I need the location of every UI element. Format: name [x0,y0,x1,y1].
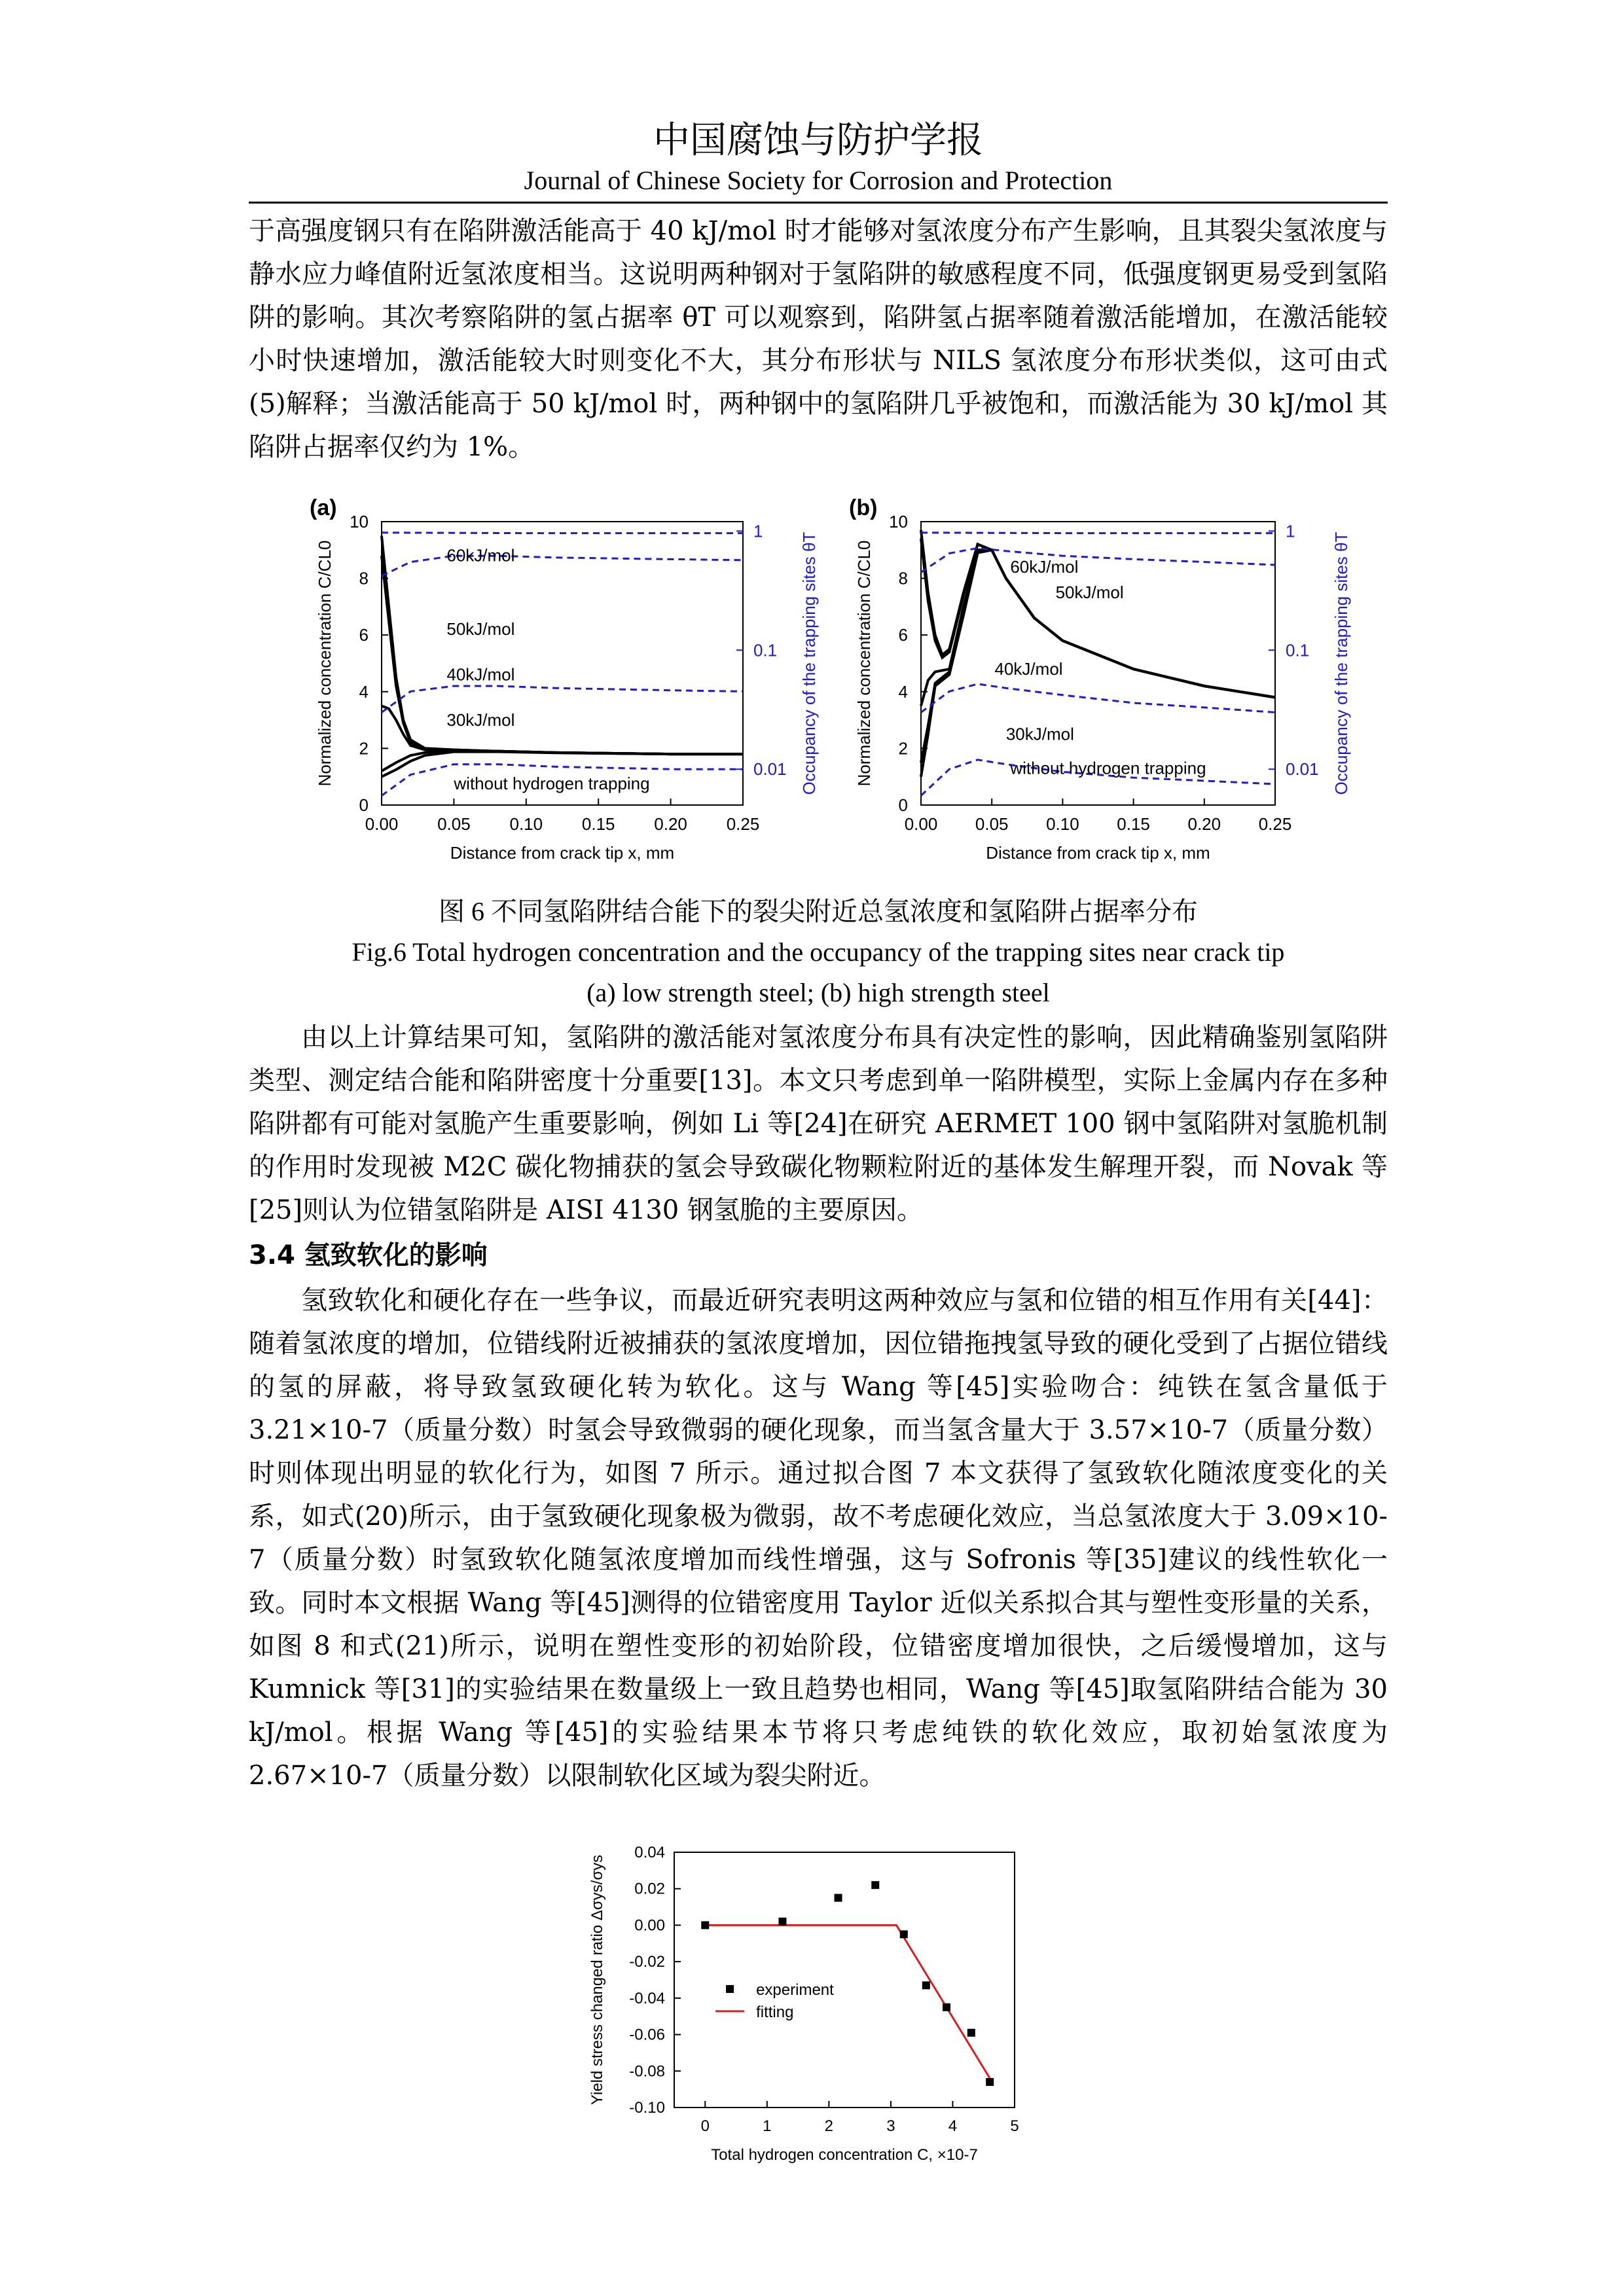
x-axis-label: Distance from crack tip x, mm [450,843,675,863]
panel-label: (a) [310,495,337,520]
annotation-label: 30kJ/mol [1005,724,1074,744]
y-tick-label: -0.08 [629,2062,665,2081]
x-tick-label: 3 [886,2117,895,2135]
plot-frame [382,522,743,805]
x-tick-label: 0.25 [1258,814,1292,834]
experiment-point [967,2029,975,2037]
legend-experiment-label: experiment [756,1981,834,1999]
paragraph-1: 于高强度钢只有在陷阱激活能高于 40 kJ/mol 时才能够对氢浓度分布产生影响，且其裂尖氢浓度与静水应力峰值附近氢浓度相当。这说明两种钢对于氢陷阱的敏感程度不同，低强度钢更易受到氢陷阱的影响。其次考察陷阱的氢占据率 θT 可以观察到，陷阱氢占据率随着激活能增加，在激活能较小时快速增加，激活能较大时则变化不大，其分布形状与 NILS 氢浓度分布形状类似，这可由式(5)解释；当激活能高于 50 kJ/mol 时，两种钢中的氢陷阱几乎被饱和，而激活能为 30 kJ/mol 其陷阱占据率仅约为 1%。 [249,216,1388,462]
x-tick-label: 0 [700,2117,710,2135]
x-axis-label: Distance from crack tip x, mm [986,843,1210,863]
figure-6-caption-en: Fig.6 Total hydrogen concentration and the occupancy of the trapping sites near crack tip [352,937,1285,967]
annotation-label: 50kJ/mol [446,619,515,639]
y-axis-label: Normalized concentration C/CL0 [854,540,874,787]
y-tick-label: 6 [359,625,369,645]
y-tick-label: 2 [898,738,908,759]
figure-6 [0,491,1624,884]
figure-6a [310,495,819,863]
annotation-label: 50kJ/mol [1055,582,1124,602]
series-line [382,556,743,754]
y-tick-label: 4 [898,681,908,702]
journal-title-en: Journal of Chinese Society for Corrosion and Protection [524,166,1113,195]
experiment-point [701,1921,709,1929]
figure-7-chart [588,1844,1019,2164]
series-line [382,556,743,576]
y-tick-label: 0 [898,795,908,815]
y2-tick-label: 1 [753,521,763,541]
y-tick-label: 2 [359,738,369,759]
x-tick-label: 0.15 [581,814,615,834]
x-tick-label: 2 [824,2117,834,2135]
x-tick-label: 0.05 [437,814,471,834]
y-tick-label: 0.00 [634,1916,665,1935]
experiment-point [900,1930,908,1938]
x-tick-label: 0.15 [1117,814,1150,834]
x-tick-label: 0.10 [509,814,543,834]
annotation-label: 30kJ/mol [446,709,515,730]
paragraph-2: 由以上计算结果可知，氢陷阱的激活能对氢浓度分布具有决定性的影响，因此精确鉴别氢陷阱类型、测定结合能和陷阱密度十分重要[13]。本文只考虑到单一陷阱模型，实际上金属内存在多种陷阱都有可能对氢脆产生重要影响，例如 Li 等[24]在研究 AERMET 100 钢中氢陷阱对氢脆机制的作用时发现被 M2C 碳化物捕获的氢会导致碳化物颗粒附近的基体发生解理开裂，而 Novak 等[25]则认为位错氢陷阱是 AISI 4130 钢氢脆的主要原因。 [249,1022,1388,1225]
x-tick-label: 4 [948,2117,958,2135]
header-rule [249,202,1388,204]
y-tick-label: -0.10 [629,2099,665,2117]
y-tick-label: 0.04 [634,1844,665,1861]
series-line [382,536,743,754]
paragraph-3: 氢致软化和硬化存在一些争议，而最近研究表明这两种效应与氢和位错的相互作用有关[44]：随着氢浓度的增加，位错线附近被捕获的氢浓度增加，因位错拖拽氢导致的硬化受到了占据位错线的氢的屏蔽，将导致氢致硬化转为软化。这与 Wang 等[45]实验吻合：纯铁在氢含量低于 3.21×10-7（质量分数）时氢会导致微弱的硬化现象，而当氢含量大于 3.57×10-7（质量分数）时则体现出明显的软化行为，如图 7 所示。通过拟合图 7 本文获得了氢致软化随浓度变化的关系，如式(20)所示，由于氢致硬化现象极为微弱，故不考虑硬化效应，当总氢浓度大于 3.09×10-7（质量分数）时氢致软化随氢浓度增加而线性增强，这与 Sofronis 等[35]建议的线性软化一致。同时本文根据 Wang 等[45]测得的位错密度用 Taylor 近似关系拟合其与塑性变形量的关系，如图 8 和式(21)所示，说明在塑性变形的初始阶段，位错密度增加很快，之后缓慢增加，这与 Kumnick 等[31]的实验结果在数量级上一致且趋势也相同，Wang 等[45]取氢陷阱结合能为 30 kJ/mol。根据 Wang 等[45]的实验结果本节将只考虑纯铁的软化效应，取初始氢浓度为 2.67×10-7（质量分数）以限制软化区域为裂尖附近。 [249,1285,1388,1791]
y-tick-label: 10 [889,512,908,531]
experiment-point [871,1881,879,1889]
legend-experiment-marker [726,1985,734,1993]
section-title-3-4: 3.4 氢致软化的影响 [249,1240,488,1270]
x-tick-label: 0.20 [654,814,687,834]
annotation-label: 40kJ/mol [994,658,1063,679]
series-line [382,706,743,755]
y-tick-label: 6 [898,625,908,645]
y2-axis-label: Occupancy of the trapping sites θT [799,531,819,795]
annotation-label: without hydrogen trapping [454,774,650,794]
x-tick-label: 0.00 [904,814,938,834]
y-tick-label: -0.04 [629,1989,665,2007]
x-axis-label: Total hydrogen concentration C, ×10-7 [711,2146,978,2164]
y2-tick-label: 0.01 [1286,759,1319,780]
y-tick-label: 10 [350,512,369,531]
annotation-label: without hydrogen trapping [1010,758,1206,778]
series-line [382,752,743,777]
figure-6-caption-sub: (a) low strength steel; (b) high strength steel [586,978,1050,1007]
y2-tick-label: 1 [1286,521,1295,541]
y-tick-label: -0.02 [629,1953,665,1971]
series-line [382,686,743,712]
x-tick-label: 5 [1010,2117,1019,2135]
y-tick-label: 8 [359,568,369,588]
y-tick-label: 4 [359,681,369,702]
experiment-point [778,1918,786,1926]
y2-tick-label: 0.1 [1286,640,1310,660]
legend-fitting-label: fitting [756,2003,794,2021]
experiment-point [986,2078,994,2086]
y-tick-label: -0.06 [629,2026,665,2044]
journal-header [249,118,1388,198]
y2-tick-label: 0.01 [753,759,787,780]
y2-tick-label: 0.1 [753,640,778,660]
y-tick-label: 8 [898,568,908,588]
y-tick-label: 0.02 [634,1880,665,1898]
figure-6-caption-cn: 图 6 不同氢陷阱结合能下的裂尖附近总氢浓度和氢陷阱占据率分布 [439,897,1198,926]
figure-7 [0,1826,1624,2219]
y2-axis-label: Occupancy of the trapping sites θT [1331,531,1351,795]
y-axis-label: Yield stress changed ratio Δσys/σys [588,1854,606,2106]
x-tick-label: 0.10 [1046,814,1079,834]
annotation-label: 60kJ/mol [1010,556,1079,577]
journal-title-cn: 中国腐蚀与防护学报 [653,119,983,162]
y-tick-label: 0 [359,795,369,815]
x-tick-label: 0.05 [975,814,1009,834]
fitting-line [705,1925,990,2078]
panel-label: (b) [849,495,878,520]
experiment-point [943,2003,950,2011]
figure-6b [849,495,1351,863]
experiment-point [835,1894,842,1902]
x-tick-label: 0.20 [1187,814,1221,834]
y-axis-label: Normalized concentration C/CL0 [315,540,334,787]
annotation-label: 40kJ/mol [446,664,515,685]
experiment-point [922,1981,930,1989]
x-tick-label: 0.25 [726,814,760,834]
plot-frame [674,1852,1015,2108]
x-tick-label: 1 [763,2117,772,2135]
x-tick-label: 0.00 [365,814,399,834]
annotation-label: 60kJ/mol [446,545,515,565]
